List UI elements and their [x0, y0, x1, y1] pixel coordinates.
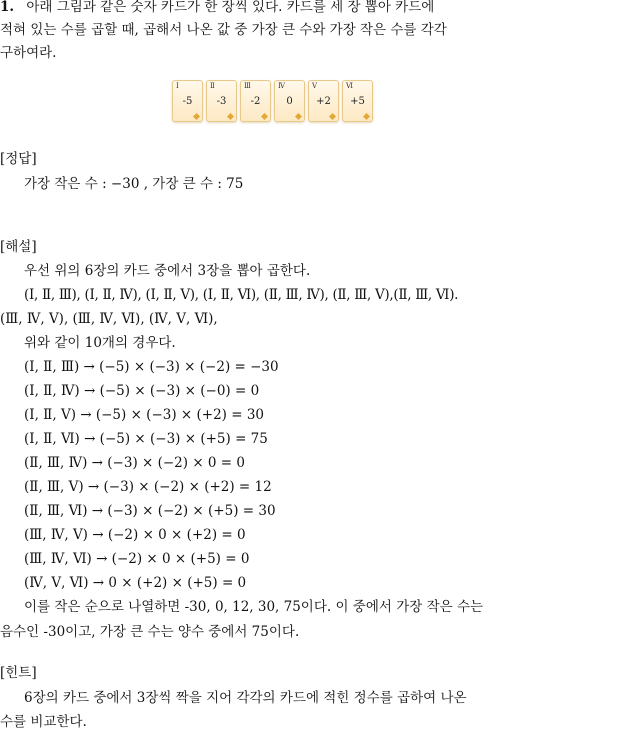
case-line: (Ⅲ, Ⅳ, Ⅴ) → (−2) × 0 × (+2) = 0	[24, 527, 246, 543]
card-value: -2	[250, 96, 261, 107]
explanation-heading: [해설]	[0, 239, 37, 255]
hint-line-1: 6장의 카드 중에서 3장씩 짝을 지어 각각의 카드에 적힌 정수를 곱하여 나온	[24, 690, 467, 706]
case-line: (Ⅰ, Ⅱ, Ⅵ) → (−5) × (−3) × (+5) = 75	[24, 431, 268, 447]
case-count: 위와 같이 10개의 경우다.	[24, 335, 176, 351]
card-numeral: Ⅴ	[312, 82, 318, 90]
case-line: (Ⅱ, Ⅲ, Ⅳ) → (−3) × (−2) × 0 = 0	[24, 455, 246, 471]
hint-line-2: 수를 비교한다.	[0, 714, 87, 730]
conclusion-line-2: 음수인 -30이고, 가장 큰 수는 양수 중에서 75이다.	[0, 624, 300, 640]
card-5	[308, 80, 339, 122]
card-value: 0	[286, 96, 293, 107]
card-numeral: Ⅰ	[176, 82, 179, 90]
diamond-icon	[193, 113, 200, 120]
diamond-icon	[329, 113, 336, 120]
combination-list-2: (Ⅲ, Ⅳ, Ⅴ), (Ⅲ, Ⅳ, Ⅵ), (Ⅳ, Ⅴ, Ⅵ),	[0, 311, 218, 327]
card-4	[274, 80, 305, 122]
case-line: (Ⅰ, Ⅱ, Ⅳ) → (−5) × (−3) × (−0) = 0	[24, 383, 260, 399]
diamond-icon	[295, 113, 302, 120]
combination-list-1: (Ⅰ, Ⅱ, Ⅲ), (Ⅰ, Ⅱ, Ⅳ), (Ⅰ, Ⅱ, Ⅴ), (Ⅰ, Ⅱ, Ⅵ), (Ⅱ, Ⅲ, Ⅳ), (Ⅱ, Ⅲ, Ⅴ),(Ⅱ, Ⅲ, Ⅵ).	[24, 287, 459, 303]
case-line: (Ⅰ, Ⅱ, Ⅲ) → (−5) × (−3) × (−2) = −30	[24, 359, 279, 375]
case-line: (Ⅰ, Ⅱ, Ⅴ) → (−5) × (−3) × (+2) = 30	[24, 407, 265, 423]
case-line: (Ⅲ, Ⅳ, Ⅵ) → (−2) × 0 × (+5) = 0	[24, 551, 250, 567]
card-numeral: Ⅲ	[244, 82, 251, 90]
hint-heading: [힌트]	[0, 665, 37, 681]
explanation-intro: 우선 위의 6장의 카드 중에서 3장을 뽑아 곱한다.	[24, 263, 311, 279]
card-value: -3	[216, 96, 227, 107]
card-6	[342, 80, 373, 122]
card-numeral: Ⅵ	[346, 82, 354, 90]
card-1	[172, 80, 203, 122]
case-line: (Ⅱ, Ⅲ, Ⅵ) → (−3) × (−2) × (+5) = 30	[24, 503, 276, 519]
card-value: -5	[182, 96, 193, 107]
card-value: +5	[350, 96, 365, 107]
card-numeral: Ⅳ	[278, 82, 285, 90]
question-line-3: 구하여라.	[0, 45, 57, 61]
diamond-icon	[363, 113, 370, 120]
diamond-icon	[227, 113, 234, 120]
conclusion-line-1: 이를 작은 순으로 나열하면 -30, 0, 12, 30, 75이다. 이 중에서 가장 작은 수는	[24, 599, 484, 615]
case-line: (Ⅱ, Ⅲ, Ⅴ) → (−3) × (−2) × (+2) = 12	[24, 479, 272, 495]
number-cards	[172, 80, 373, 122]
case-line: (Ⅳ, Ⅴ, Ⅵ) → 0 × (+2) × (+5) = 0	[24, 575, 247, 591]
diamond-icon	[261, 113, 268, 120]
question-text-1: 아래 그림과 같은 숫자 카드가 한 장씩 있다. 카드를 세 장 뽑아 카드에	[26, 0, 435, 15]
answer-heading: [정답]	[0, 151, 37, 167]
card-2	[206, 80, 237, 122]
answer-text: 가장 작은 수 : −30 , 가장 큰 수 : 75	[24, 176, 244, 192]
question-line-2: 적혀 있는 수를 곱할 때, 곱해서 나온 값 중 가장 큰 수와 가장 작은 수를 각각	[0, 22, 447, 38]
card-value: +2	[316, 96, 331, 107]
card-3	[240, 80, 271, 122]
card-numeral: Ⅱ	[210, 82, 215, 90]
question-number: 1.	[0, 0, 15, 15]
question-line-1	[0, 0, 434, 17]
